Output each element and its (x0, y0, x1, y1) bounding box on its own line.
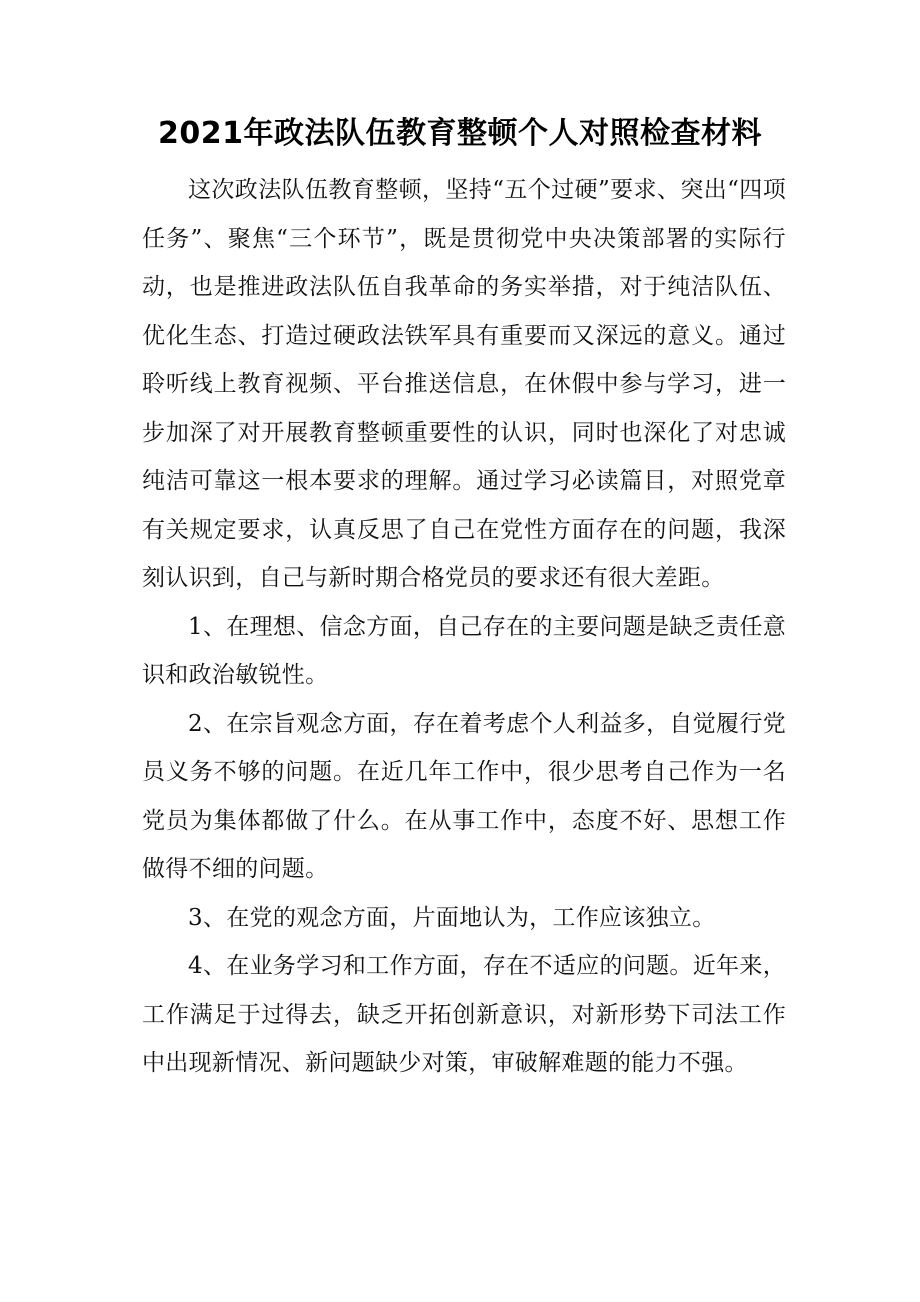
paragraph-item-3: 3、在党的观念方面，片面地认为，工作应该独立。 (188, 904, 716, 931)
document-title: 2021年政法队伍教育整顿个人对照检查材料 (158, 116, 762, 151)
paragraph-item-4: 4、在业务学习和工作方面，存在不适应的问题。近年来，工作满足于过得去，缺乏开拓创新意识，对新形势下司法工作中出现新情况、新问题缺少对策，审破解难题的能力不强。 (142, 953, 786, 1076)
paragraph-intro: 这次政法队伍教育整顿，坚持“五个过硬”要求、突出“四项任务”、聚焦“三个环节”，既是贯彻党中央决策部署的实际行动，也是推进政法队伍自我革命的务实举措，对于纯洁队伍、优化生态、打造过硬政法铁军具有重要而又深远的意义。通过聆听线上教育视频、平台推送信息，在休假中参与学习，进一步加深了对开展教育整顿重要性的认识，同时也深化了对忠诚纯洁可靠这一根本要求的理解。通过学习必读篇目，对照党章有关规定要求，认真反思了自己在党性方面存在的问题，我深刻认识到，自己与新时期合格党员的要求还有很大差距。 (142, 177, 786, 591)
paragraph-item-1: 1、在理想、信念方面，自己存在的主要问题是缺乏责任意识和政治敏锐性。 (142, 613, 786, 688)
paragraph-item-2: 2、在宗旨观念方面，存在着考虑个人利益多，自觉履行党员义务不够的问题。在近几年工作中，很少思考自己作为一名党员为集体都做了什么。在从事工作中，态度不好、思想工作做得不细的问题。 (142, 710, 786, 882)
document-body (142, 166, 786, 1088)
